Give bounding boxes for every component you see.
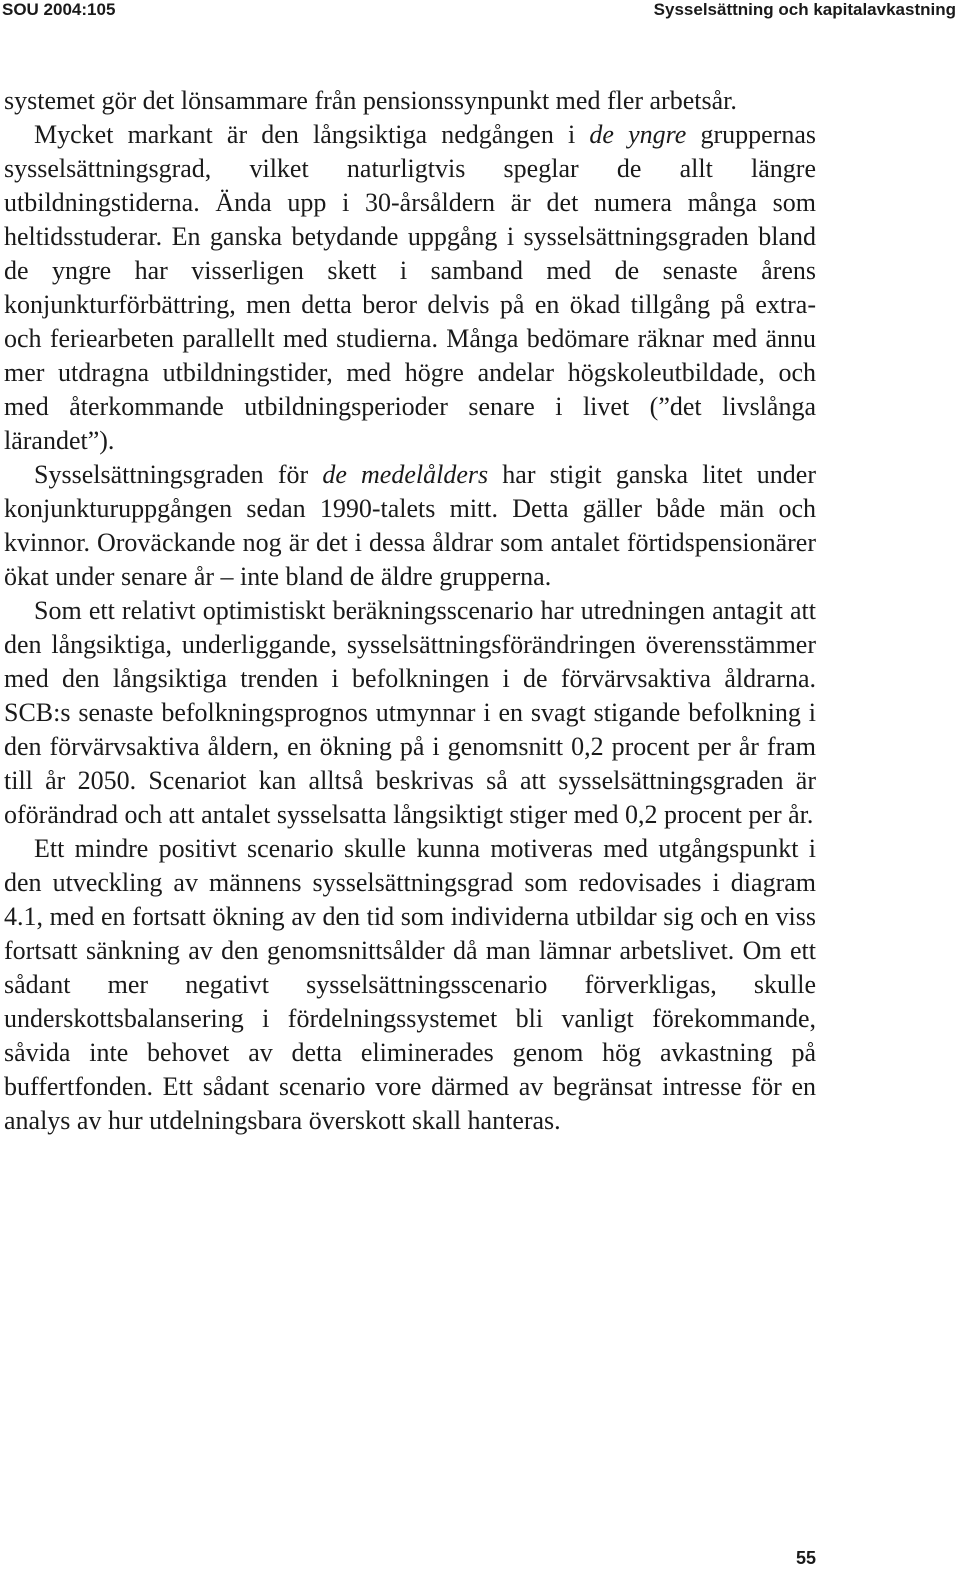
- paragraph-5: [4, 832, 816, 1138]
- text-segment: Sysselsättningsgraden för: [34, 460, 323, 489]
- emphasis-text: de yngre: [589, 120, 687, 149]
- text-segment: Som ett relativt optimistiskt beräkningsscenario har utredningen antagit att den långsiktiga, underliggande, sysselsättningsförändringen överensstämmer med den långsiktiga trenden i befolkningen i de förvärvsaktiva åldrarna. SCB:s senaste befolkningsprognos utmynnar i en svagt stigande befolkning i den förvärvsaktiva åldern, en ökning på i genomsnitt 0,2 procent per år fram till år 2050. Scenariot kan alltså beskrivas så att sysselsättningsgraden är oförändrad och att antalet sysselsatta långsiktigt stiger med 0,2 procent per år.: [4, 596, 816, 829]
- paragraph-1: [4, 84, 816, 118]
- text-segment: Ett mindre positivt scenario skulle kunna motiveras med utgångspunkt i den utveckling av männens sysselsättningsgrad som redovisades i diagram 4.1, med en fortsatt ökning av den tid som individerna utbildar sig och en viss fortsatt sänkning av den genomsnittsålder då man lämnar arbetslivet. Om ett sådant mer negativt sysselsättningsscenario förverkligas, skulle underskottsbalansering i fördelningssystemet bli vanligt förekommande, såvida inte behovet av detta eliminerades genom hög avkastning på buffertfonden. Ett sådant scenario vore därmed av begränsat intresse för en analys av hur utdelningsbara överskott skall hanteras.: [4, 834, 816, 1135]
- text-segment: systemet gör det lönsammare från pensionssynpunkt med fler arbetsår.: [4, 86, 737, 115]
- text-segment: Mycket markant är den långsiktiga nedgången i: [34, 120, 590, 149]
- emphasis-text: de medelålders: [322, 460, 489, 489]
- text-segment: gruppernas sysselsättningsgrad, vilket naturligtvis speglar de allt längre utbildningstiderna. Ända upp i 30-årsåldern är det numera många som heltidsstuderar. En ganska betydande uppgång i sysselsättningsgraden bland de yngre har visserligen skett i samband med de senaste årens konjunkturförbättring, men detta beror delvis på en ökad tillgång på extra- och feriearbeten parallellt med studierna. Många bedömare räknar med ännu mer utdragna utbildningstider, med högre andelar högskoleutbildade, och med återkommande utbildningsperioder senare i livet (”det livslånga lärandet”).: [4, 120, 816, 455]
- paragraph-4: [4, 594, 816, 832]
- page-number: 55: [795, 1548, 816, 1568]
- body-text: [4, 84, 816, 1138]
- paragraph-3: [4, 458, 816, 594]
- text-segment: har stigit ganska litet under konjunkturuppgången sedan 1990-talets mitt. Detta gäller både män och kvinnor. Oroväckande nog är det i dessa åldrar som antalet förtidspensionärer ökat under senare år – inte bland de äldre grupperna.: [4, 460, 817, 591]
- document-reference: SOU 2004:105: [2, 0, 116, 19]
- chapter-title: Sysselsättning och kapitalavkastning: [653, 0, 956, 19]
- running-header: [0, 0, 960, 22]
- paragraph-2: [4, 118, 816, 458]
